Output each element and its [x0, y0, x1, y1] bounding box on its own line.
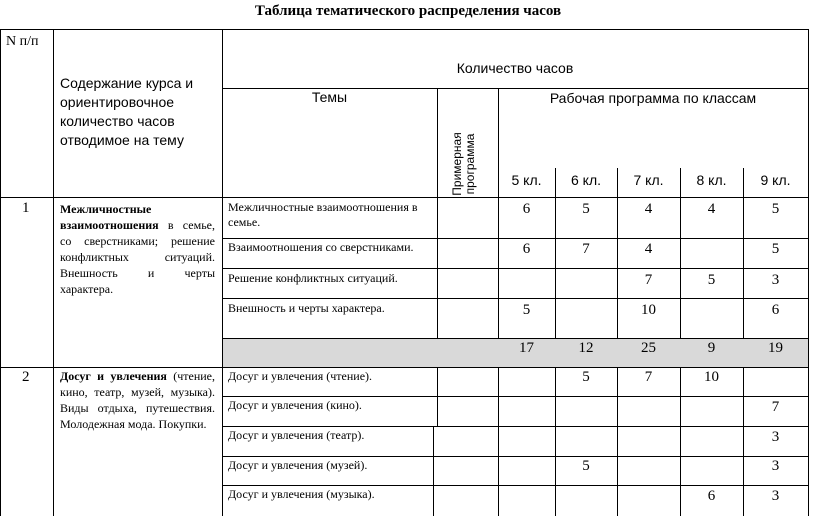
grid-line: [222, 338, 808, 339]
header-sample-line2: программа: [463, 133, 477, 195]
grid-line: [222, 396, 808, 397]
topic-cell: Взаимоотношения со сверстниками.: [228, 240, 414, 254]
hours-cell: 7: [771, 399, 780, 415]
grid-line: [53, 29, 54, 516]
hours-cell: 5: [771, 241, 780, 257]
table-title: Таблица тематического распределения часов: [254, 3, 562, 19]
grade-col-8: 8 кл.: [696, 172, 727, 188]
grid-line: [498, 367, 499, 516]
grade-col-5: 5 кл.: [511, 172, 542, 188]
topic-cell: Досуг и увлечения (театр).: [228, 428, 365, 442]
hours-cell: 3: [771, 488, 780, 504]
topic-cell: Внешность и черты характера.: [228, 301, 385, 315]
hours-cell: 6: [522, 241, 531, 257]
grid-line: [222, 426, 808, 427]
grade-col-7: 7 кл.: [633, 172, 664, 188]
grid-line: [617, 367, 618, 516]
section-title: Межличностные взаимоотношения: [60, 202, 159, 232]
topic-cell: Решение конфликтных ситуаций.: [228, 271, 398, 285]
topic-cell: Досуг и увлечения (музыка).: [228, 487, 375, 501]
section-description: [60, 201, 215, 297]
hours-cell: 7: [644, 369, 653, 385]
grid-line: [222, 456, 808, 457]
grid-line: [808, 29, 809, 516]
hours-cell: 5: [582, 369, 590, 385]
hours-cell: 4: [644, 201, 653, 217]
section-desc: в семье, со сверстниками; решение конфликтных ситуаций. Внешность и черты характера.: [60, 218, 215, 296]
header-work-program: Рабочая программа по классам: [549, 90, 757, 106]
hours-cell: 5: [522, 302, 531, 318]
grid-line: [222, 298, 808, 299]
section-desc: (чтение, кино, театр, музей, музыка). Виды отдыха, путешествия. Молодежная мода. Покупки.: [60, 369, 215, 431]
grid-line: [222, 268, 808, 269]
hours-cell: 3: [771, 272, 780, 288]
section-title: Досуг и увлечения: [60, 369, 167, 383]
grid-line: [0, 29, 808, 30]
topic-cell: Досуг и увлечения (кино).: [228, 398, 362, 412]
header-hours: Количество часов: [456, 60, 574, 76]
topic-cell: Досуг и увлечения (чтение).: [228, 369, 373, 383]
hours-cell: 7: [582, 241, 590, 257]
hours-cell: 3: [771, 458, 780, 474]
total-cell: 19: [768, 340, 783, 356]
total-cell: 9: [707, 340, 716, 356]
section-description: [60, 368, 215, 432]
grade-col-9: 9 кл.: [760, 172, 791, 188]
total-cell: 12: [578, 340, 594, 356]
hours-cell: 5: [771, 201, 780, 217]
hours-cell: 10: [641, 302, 656, 318]
grid-line: [680, 168, 681, 338]
hours-cell: 6: [522, 201, 531, 217]
grid-line: [433, 426, 434, 516]
header-content: Содержание курса и ориентировочное количество часов отводимое на тему: [60, 75, 194, 148]
hours-cell: 10: [704, 369, 719, 385]
grade-col-6: 6 кл.: [570, 172, 602, 188]
grid-line: [437, 88, 438, 338]
topic-cell: Межличностные взаимоотношения в семье.: [228, 200, 418, 229]
section-num: 2: [22, 369, 30, 385]
header-sample-line1: Примерная: [450, 132, 464, 196]
total-cell: 17: [519, 340, 534, 356]
grid-line: [0, 197, 808, 198]
grid-line: [222, 238, 808, 239]
grid-line: [222, 485, 808, 486]
total-cell: 25: [641, 340, 656, 356]
hours-cell: 4: [644, 241, 653, 257]
grid-line: [437, 367, 438, 426]
hours-cell: 3: [771, 429, 780, 445]
header-topics: Темы: [311, 89, 348, 105]
hours-cell: 5: [582, 458, 590, 474]
hours-cell: 4: [707, 201, 716, 217]
section-num: 1: [22, 200, 30, 216]
hours-cell: 6: [707, 488, 716, 504]
header-num: N п/п: [6, 34, 39, 49]
grid-line: [0, 29, 1, 516]
grid-line: [555, 367, 556, 516]
header-sample-program: [451, 114, 485, 214]
hours-cell: 7: [644, 272, 653, 288]
hours-cell: 5: [582, 201, 590, 217]
hours-cell: 6: [771, 302, 780, 318]
hours-cell: 5: [707, 272, 716, 288]
topic-cell: Досуг и увлечения (музей).: [228, 458, 368, 472]
